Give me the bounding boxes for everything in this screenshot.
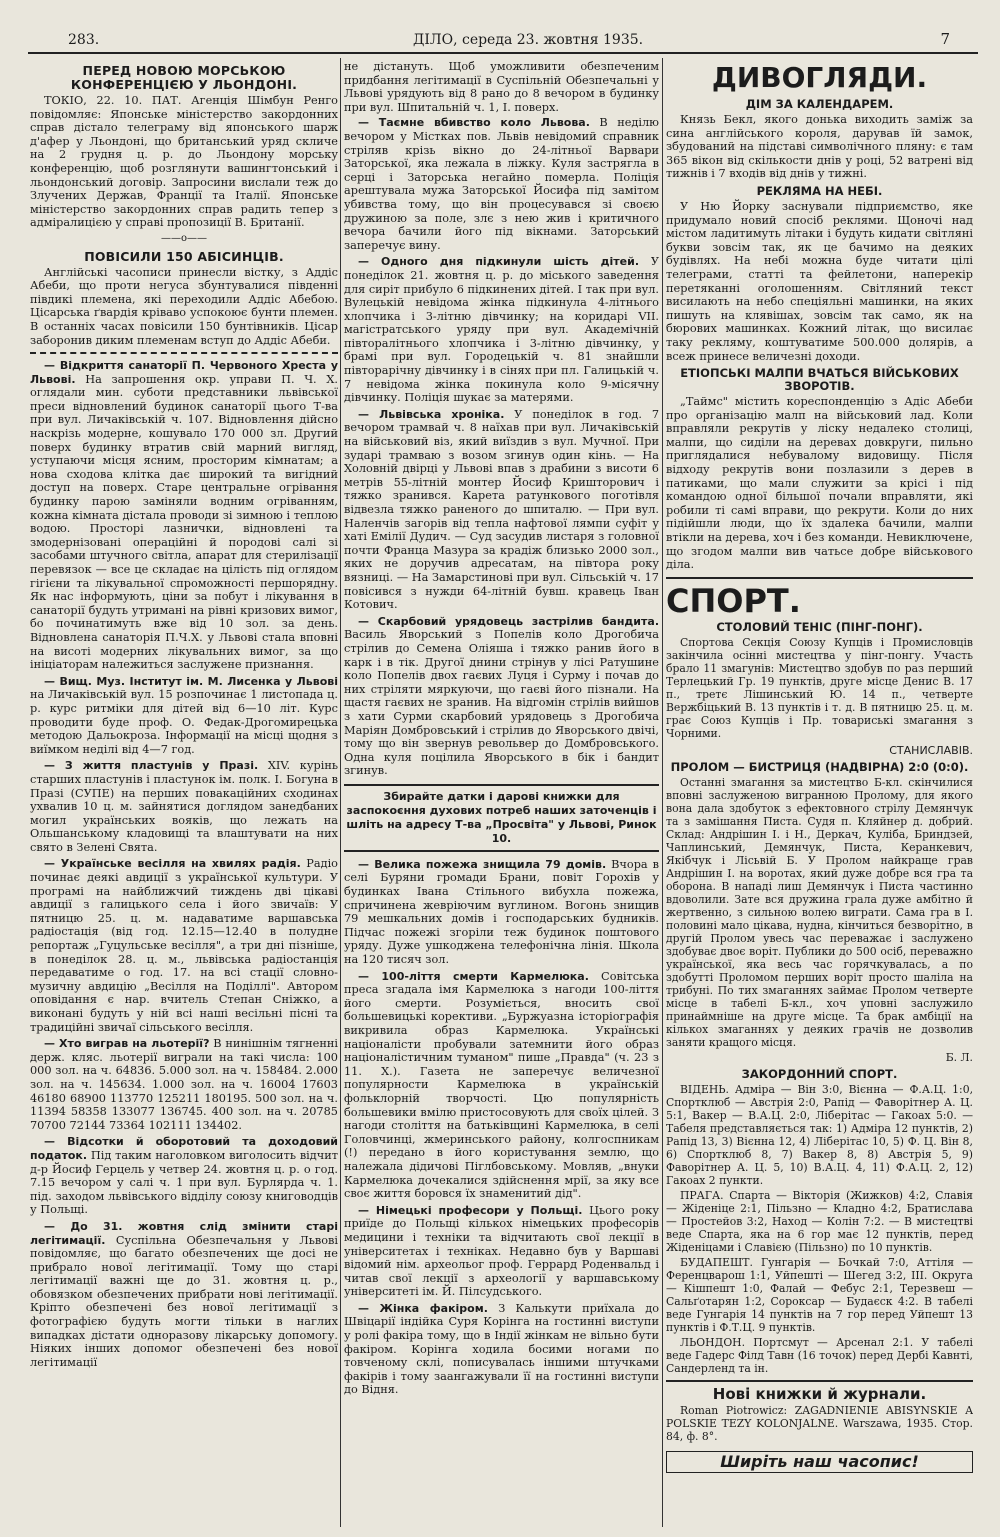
item-text: Цього року приїде до Польщі кількох німецьких професорів медицини і техніки та відчитають свої лекції в університетах і техніках. Недавно був у Варшаві відомий нім. археольог проф. Геррард Роденвальд і читав свої лекції з археології у варшавському університеті ім. Й. Пілсудського. xyxy=(344,1203,659,1299)
news-item xyxy=(30,1037,338,1132)
article-title: РЕКЛЯМА НА НЕБІ. xyxy=(756,183,883,198)
item-text: Суспільна Обезпечальня у Львові повідомляє, що багато обезпечених ще досі не прибрало нової легітимації. Тому що старі легітимації важні ще до 31. жовтня ц. р., обовязком обезпечених прибрати нові легітимації. Кріпто обезпечені без нової легітимації з фотографією будуть могти тільки в наглих випадках дістати одноразову лікарську допомогу. Ніяких інших допомог обезпечені без нової легітимації xyxy=(30,1233,338,1369)
item-lead: — Таємне вбивство коло Львова. xyxy=(358,116,590,130)
author-signature: Б. Л. xyxy=(945,1051,973,1065)
news-item xyxy=(30,1135,338,1217)
item-lead: — Українське весілля на хвилях радія. xyxy=(44,857,301,871)
news-item xyxy=(344,408,659,612)
page-header xyxy=(28,30,978,54)
column-divider xyxy=(662,58,663,1527)
article-text: БУДАПЕШТ. Гунгарія — Бочкай 7:0, Аттіля — Ференцварош 1:1, Уйпешті — Шегед 3:2, III. Округа — Кішпешт 1:0, Фалай — Фебус 2:1, Терезвеш — Сальґотарян 1:2, Сороксар — Будаєск 4:2. В табелі веде Гунгарія 14 пунктів на 7 гор перед Уйпешт 13 пунктів і Ф.Т.Ц. 9 пунктів. xyxy=(666,1256,973,1335)
books-heading: Нові книжки й журнали. xyxy=(712,1385,927,1404)
article-title: СТОЛОВИЙ ТЕНІС (ПІНГ-ПОНГ). xyxy=(716,619,923,634)
article-title: ЕТІОПСЬКІ МАЛПИ ВЧАТЬСЯ ВІЙСЬКОВИХ ЗВОРОТІВ. xyxy=(680,366,959,394)
news-item xyxy=(344,1204,659,1299)
item-text: Совітська преса згадала імя Кармелюка з нагоди 100-ліття його смерти. Розуміється, вносить свої большевицькі корективи. „Буржуазна історіографія викривила образ Кармелюка. Українські націоналісти пробували затемнити його образ націоналістичним туманом" пише „Правда" (ч. 23 з 11. Х.). Газета не заперечує величезної популярности Кармелюка в українській фольклорній творчості. Цю популярність большевики вмілю пристосовують для своїх цілей. З нагоди століття на батьківщині Кармелюка, в селі Головчинці, жмеринського району, колгоспникам (!) передано в його користування землю, що належала дідичові Піглбовському. Мовляв, „внуки Кармелюка дочекалися здійснення мрії, за яку все своє життя боровся їх знаменитий дід". xyxy=(344,969,659,1201)
article-title: ДІМ ЗА КАЛЕНДАРЕМ. xyxy=(745,97,894,111)
item-lead: — Відсотки й оборотовий та доходовий податок. xyxy=(30,1135,338,1162)
item-lead: — Скарбовий урядовець застрілив бандита. xyxy=(358,614,659,628)
news-item xyxy=(344,615,659,778)
item-lead: — Вищ. Муз. Інститут ім. М. Лисенка у Львові xyxy=(44,674,338,688)
news-item xyxy=(30,1220,338,1370)
news-item xyxy=(344,255,659,405)
item-text: Василь Яворський з Попелів коло Дрогобича стрілив до Семена Оліяша і тяжко ранив його в карк і в тік. Другої днини стрінув у лісі Ратушине коло Попелів двох гаєвих Луця і Сурму і почав до них стріляти мяркуючи, що гаєві його пізнали. На щастя гаєвих не зранив. На відгомін стрілів вийшов з хати Сурми скарбовий урядовець з Дрогобича Маріян Домбровський і стрілив до Яворського двічі, тому що він звернув револьвер до Домбровського. Одна куля поцілила Яворського в бік і бандит згинув. xyxy=(344,628,659,778)
item-lead: — Хто виграв на льотерії? xyxy=(44,1037,210,1051)
news-item xyxy=(30,675,338,757)
news-item xyxy=(30,857,338,1034)
article-continuation: не дістануть. Щоб уможливити обезпеченим придбання легітимації в Суспільній Обезпечальні у Львові урядують від 8 рано до 8 вечором в будинку при вул. Шпитальній ч. 1, І. поверх. xyxy=(344,60,659,114)
article-text: ВІДЕНЬ. Адміра — Він 3:0, Вієнна — Ф.А.Ц. 1:0, Спортклюб — Австрія 2:0, Рапід — Фаворітнер А. Ц. 5:1, Вакер — В.А.Ц. 2:0, Ліберітас — Гакоах 5:0. — Табеля представляється так: 1) Адміра 12 пунктів, 2) Рапід 13, 3) Вієнна 12, 4) Ліберітас 10, 5) Ф. Ц. Він 8, 6) Спортклюб 8, 7) Вакер 8, 8) Австрія 5, 9) Фаворітнер А. Ц. 5, 10) В.А.Ц. 4, 11) Ф.А.Ц. 2, 12) Гакоах 2 пункти. xyxy=(666,1083,973,1188)
article-text: Англійські часописи принесли вістку, з Аддіс Абеби, що проти негуса збунтувалися південні півдикі племена, які переходили Аддіс Абебою. Цісарська ґвардія кріваво успокоює бунти племен. В останніх часах повісили 150 бунтівників. Цісар заборонив диким племенам вступ до Аддіс Абеби. xyxy=(30,265,338,347)
section-rule xyxy=(30,352,338,354)
item-text: З Калькути приїхала до Швіцарії індійка Суря Корінга на гостинні виступи у ролі факіра тому, що в Індії жінкам не вільно бути факіром. Корінга ходила босими ногами по товченому склі, пописувалась іншими штучками факірів і тому заангажували її на гостинні виступи до Відня. xyxy=(344,1301,659,1397)
item-text: XIV. курінь старших пластунів і пластунок ім. полк. І. Богуна в Празі (СУПЕ) на перших повакаційних сходинах ухвалив 10 ц. м. зайнятися доглядом занедбаних могил українських вояків, що лежать на Ольшанському кладовищі та влаштувати на них свято в Зелені Свята. xyxy=(30,759,338,854)
item-text: Під таким наголовком виголосить відчит д-р Йосиф Герцель у четвер 24. жовтня ц. р. о год. 7.15 вечором у салі ч. 1 при вул. Бурлярда ч. 1. під. заходом львівського відділу союзу книговодців у Польщі. xyxy=(30,1148,338,1217)
news-item xyxy=(344,858,659,967)
item-lead: — Відкриття санаторії П. Червоного Хреста у Львові. xyxy=(30,359,338,386)
item-text: В нинішнім тягненні держ. кляс. льотерії виграли на такі числа: 100 000 зол. на ч. 64836. 5.000 зол. на ч. 158484. 2.000 зол. на ч. 145634. 1.000 зол. на ч. 16004 17603 46180 68900 113770 125211 180195. 500 зол. на ч. 11394 58358 133077 136745. 400 зол. на ч. 20785 70700 72144 73364 102111 134402. xyxy=(30,1037,338,1132)
item-text: Радіо починає деякі авдиції з української культури. У програмі на найближчий тиждень дві цікаві авдиції з галицького села і його звичаїв: У пятницю 25. ц. м. надаватиме варшавська радіостація (від год. 12.15—12.40 в полудне репортаж „Гуцульське весілля", а три дні пізніше, в понеділок 28. ц. м., львівська радіостанція передаватиме о год. 17. на всі стації словно-музичну авдицію „Весілля на Поділлі". Автором оповідання є нар. вчитель Степан Сніжко, а виконані будуть у ній всі наші весільні пісні та традиційні звичаї сільського весілля. xyxy=(30,857,338,1034)
article-text: ПРАГА. Спарта — Вікторія (Жижков) 4:2, Славія — Жіденіце 2:1, Пільзно — Кладно 4:2, Братислава — Простейов 3:2, Наход — Колін 7:2. — В мистецтві веде Спарта, яка на 6 гор має 12 пунктів, перед Жіденіцами і Славією (Пільзно) по 10 пунктів. xyxy=(666,1189,973,1255)
page-mark: 7 xyxy=(940,30,950,48)
item-lead: — 100-ліття смерти Кармелюка. xyxy=(358,969,589,983)
page-number: 283. xyxy=(68,32,100,48)
separator: ——o—— xyxy=(160,232,208,244)
item-lead: — З життя пластунів у Празі. xyxy=(44,759,259,773)
article-text: Князь Бекл, якого донька виходить заміж за сина англійського короля, дарував їй замок, збудований на підставі символічного пляну: є там 365 вікон від скількости днів у році, 52 ватрені від тижнів і 7 входів від днів у тижні. xyxy=(666,113,973,181)
item-lead: — Одного дня підкинули шість дітей. xyxy=(358,255,640,269)
article-text: ЛЬОНДОН. Портсмут — Арсенал 2:1. У табелі веде Гадерс Філд Тавн (16 точок) перед Дербі Кавнті, Сандерленд та ін. xyxy=(666,1336,973,1376)
section-heading-sport: СПОРТ. xyxy=(666,581,801,620)
item-text: Вчора в селі Буряни громади Брани, повіт Горохів у будинках Івана Стільного вибухла пожежа, спричинена жевріючим вуглином. Вогонь знищив 79 мешкальних домів і господарських будників. Підчас пожежі згоріли теж будинок поштового уряду. Дуже ушкоджена телефонічна лінія. Школа на 120 тисяч зол. xyxy=(344,857,659,967)
article-text: Останні змагання за мистецтво Б-кл. скінчилися вповні заслуженою вигранною Пролому, для якого вона дала здобуток з ефектовного стрілу Демянчук та з замішання Писта. Судя п. Кляйнер д. добрий. Склад: Андрішин І. і Н., Деркач, Куліба, Бриндзей, Чаплинський, Демянчук, Писта, Керанкевич, Якібчук і Лісьвій Б. У Пролом найкраще грав Андрішин І. на воротах, який дуже добре вся гра та оборона. В нападі лиш Демянчук і Писта частинно вдоволили. Зате вся дружина грала дуже амбітно й жертвенно, з сильною волею виграти. Сама гра в I. половині мало цікава, нудна, кінчиться безворітно, в другій Пролом увесь час переважає і заслужено здобуває двоє воріт. Публики до 500 осіб, переважно української, яка весь час горячкувалась, а по здобутті Проломом перших воріт просто шаліла на трибуні. По тих змаганнях займає Пролом четверте місце в табелі Б-кл., хоч уповні заслужило принаймніше на друге місце. Та брак амбіції на кількох змаганнях у деяких грачів не дозволив заняти кращого місця. xyxy=(666,776,973,1050)
item-text: На запрошення окр. управи П. Ч. Х. оглядали мин. суботи представники львівської преси відновлений будинок санаторії цього Т-ва при вул. Личаківській ч. 107. Відновлення дійсно наскрізь модерне, кошувало 170 000 зл. Другий поверх будинку втратив свій марний вигляд, уступаючи місця ясним, просторим кімнатам; а нова сходова клітка дає широкий та вигідний доступ на поверх. Старе центральне огрівання будинку парою заміняли водним огріванням, кожна кімната дістала проводи зі зимною і теплою водою. Просторі лазнички, відновлені та змодернізовані операційні й породові салі зі засобами штучного світла, апарат для стерилізації перевязок — все це складає на цілість під оглядом гігієни та лікувальної спроможності першорядну. Як нас інформують, ціни за побут і лікування в санаторії будуть утримані на рівні кризових вимог, бо починатимуть вже від 10 зол. за день. Відновлена санаторія П.Ч.Х. у Львові стала вповні на висоті модерних лікувальних вимог, за що ініціаторам належиться заслужене признання. xyxy=(30,372,338,672)
section-rule xyxy=(666,1380,973,1382)
books-text: Roman Piotrowicz: ZAGADNIENIE ABISYNSKIE A POLSKIE TEZY KOLONJALNE. Warszawa, 1935. Стор. 84, ф. 8°. xyxy=(666,1404,973,1443)
article-text: Спортова Секція Союзу Купців і Промисловців закінчила осінні мистецтва у пінг-понгу. Участь брало 11 змагунів: Мистецтво здобув по раз перший Терлецький Гр. 19 пунктів, друге місце Денис В. 17 п., третє Лішинський Ю. 14 п., четверте Вержбіцький В. 13 пунктів і т. д. В пятницю 25. ц. м. грає Союз Купців і Пр. товариські змагання з Чорними. xyxy=(666,635,973,740)
item-lead: — Велика пожежа знищила 79 домів. xyxy=(358,857,607,871)
column-3 xyxy=(666,60,973,1525)
article-title: ПЕРЕД НОВОЮ МОРСЬКОЮ КОНФЕРЕНЦІЄЮ У ЛЬОНДОНІ. xyxy=(70,63,298,92)
dateline: СТАНИСЛАВІВ. xyxy=(889,743,973,757)
item-text: У понеділок в год. 7 вечором трамвай ч. 8 наїхав при вул. Личаківській на військовий віз, який виїздив з вул. Мучної. При зударі трамваю з возом згинув один кінь. — На Холовній двірці у Львові впав з драбини з висоти 6 метрів 55-літній монтер Йосиф Кришторович і тяжко зранився. Карета ратункового поготівля відвезла тяжко раненого до шпиталю. — При вул. Наленчів загорів від тепла нафтової лямпи суфіт у хаті Емілії Дудич. — Суд засудив листаря з головної почти Франца Мазура за крадіж близько 2000 зол., яких не доручив адресатам, на півтора року вязниці. — На Замарстинові при вул. Сільській ч. 17 повісився з нужди 64-літній бувш. кравець Іван Котович. xyxy=(344,407,659,612)
column-2 xyxy=(344,60,659,1525)
article-text: У Ню Йорку заснували підприємство, яке придумало новий спосіб реклями. Щоночі над містом ладитимуть літаки і будуть кидати світляні букви зовсім так, як це бачимо на деяких будівлях. На небі можна буде читати цілі телеграми, статті та фейлетони, наперекір перетяканні оголошенням. Світляний текст висилають на небо спеціяльні машинки, на яких пишуть на клявішах, зовсім так само, як на бюрових машинках. Кожний літак, що висилає таку рекляму, коштуватиме 500.000 долярів, а всеж принесе величезні доходи. xyxy=(666,199,973,363)
article-title: ЗАКОРДОННИЙ СПОРТ. xyxy=(741,1067,898,1082)
item-text: У понеділок 21. жовтня ц. р. до міського заведення для сиріт прибуло 6 підкинених дітей. І так при вул. Вулецькій невідома жінка підкинула 4-літнього хлопчика і 3-літню дівчинку; на коридарі VII. магістратського уряду при вул. Академічній півторалітнього хлопчика і 3-літню дівчинку, у брамі при вул. Городецькій ч. 81 знайшли півторарічну дівчинку і в сінях при пл. Галицькій ч. 7 невідома жінка покинула коло 9-місячну дівчинку. Поліція шукає за матерями. xyxy=(344,255,659,405)
article-text: ТОКІО, 22. 10. ПАТ. Агенція Шімбун Ренго повідомляє: Японське міністерство закордонних справ дістало телеграму від японського шарж д'афер у Льондоні, що британський уряд скличе на 2 грудня ц. р. до Льондону морську конференцію, щоб розглянути вашингтонський і льондонський договір. Запросини вислали теж до Злучених Держав, Франції та Італії. Японське міністерство закордонних справ радить тепер з адміралицією у справі пропозиції В. Британії. xyxy=(30,94,338,230)
news-item xyxy=(30,359,338,672)
item-lead: — До 31. жовтня слід змінити старі легітимації. xyxy=(30,1219,338,1247)
item-lead: — Жінка факіром. xyxy=(358,1301,488,1315)
masthead-date: ДІЛО, середа 23. жовтня 1935. xyxy=(413,32,644,48)
item-lead: — Львівська хроніка. xyxy=(358,407,505,421)
section-rule xyxy=(666,577,973,579)
article-text: „Таймс" містить кореспонденцію з Адіс Абеби про організацію малп на військовий лад. Коли вправляли рекрутів у ліску недалеко столиці, малпи, що сиділи на деревах довкруги, пильно приглядалися небувалому видовищу. Після відходу рекрутів вони позлазили з дерев в патиками, що мали служити за крісі і під командою одної більшої почали вправляти, які робили ті самі вправи, що рекрути. Коли до них підійшли люди, що їх здалека бачили, малпи втікли на дерева, хоч і без команди. Невиключене, що згодом малпи вив чатьсе добре військового діла. xyxy=(666,395,973,572)
news-item xyxy=(344,116,659,252)
item-text: В неділю вечором у Містках пов. Львів невідомий справник стріляв крізь вікно до 24-літньої Варвари Заторської, яка лежала в ліжку. Куля застрягла в серці і Заторська негайно померла. Поліція арештувала мужа Заторської Йосифа під замітом убивства тому, що він процесувався зі своєю дружиною за поле, злє з нею жив і критичного вечора бачили його під вікнами. Заторський заперечує вину. xyxy=(344,116,659,252)
article-title: ПОВІСИЛИ 150 АБІСИНЦІВ. xyxy=(84,248,284,264)
news-item xyxy=(30,759,338,854)
item-text: на Личаківській вул. 15 розпочинає 1 листопада ц. р. курс ритміки для дітей від 6—10 літ. Курс проводити буде проф. О. Федак-Дрогомирецька методою Дальокроза. Інформації на місці щодня з виїмком неділі від 4—7 год. xyxy=(30,688,338,756)
section-heading-curiosities: ДИВОГЛЯДИ. xyxy=(711,61,928,94)
spread-our-paper-banner: Ширіть наш часопис! xyxy=(666,1451,973,1473)
prosvita-notice: Збирайте датки і дарові книжки для заспокоєння духових потреб наших заточенців і шліть на адресу Т-ва „Просвіта" у Львові, Ринок 10. xyxy=(344,784,659,852)
item-lead: — Німецькі професори у Польщі. xyxy=(358,1203,583,1217)
article-title: ПРОЛОМ — БИСТРИЦЯ (НАДВІРНА) 2:0 (0:0). xyxy=(670,760,969,775)
column-1 xyxy=(30,60,338,1525)
news-item xyxy=(344,970,659,1201)
column-divider xyxy=(340,58,341,1527)
news-item xyxy=(344,1302,659,1397)
